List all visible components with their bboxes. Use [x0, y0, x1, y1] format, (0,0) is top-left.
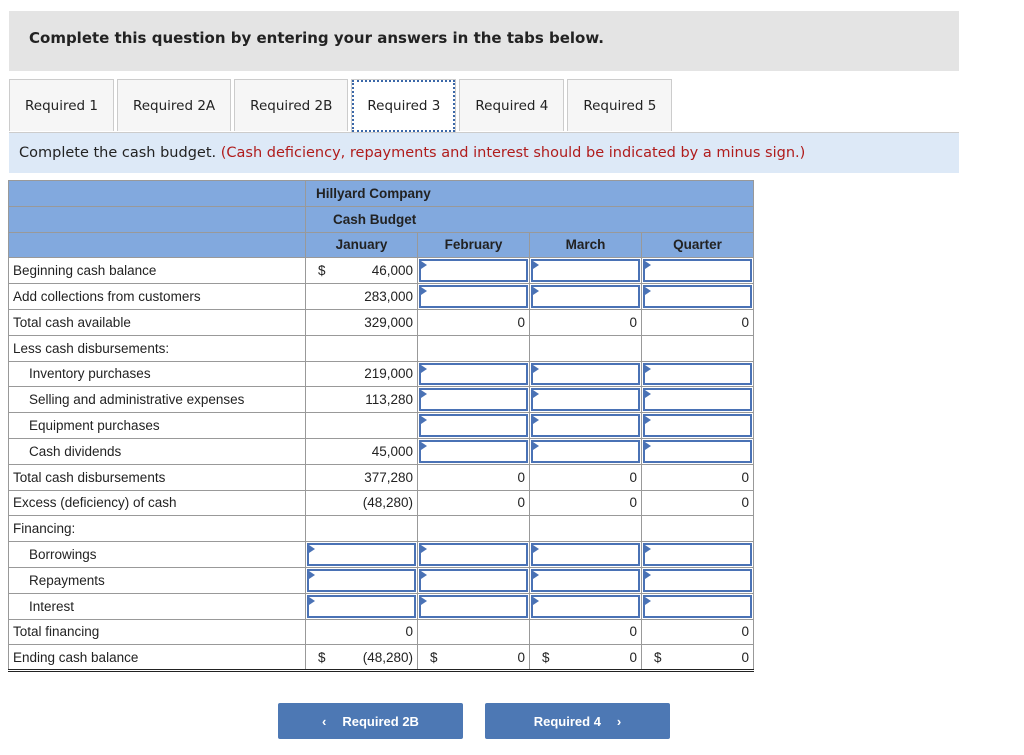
cell-february [418, 516, 530, 542]
cell-quarter [642, 464, 754, 490]
row-label: Excess (deficiency) of cash [9, 490, 306, 516]
cell-quarter [642, 438, 754, 464]
cash-budget-table [8, 180, 754, 672]
cell-february [418, 438, 530, 464]
amount-input[interactable] [531, 388, 640, 411]
column-header: January [306, 232, 418, 258]
cell-value: (48,280) [362, 649, 413, 665]
cell-march [530, 438, 642, 464]
cell-february [418, 593, 530, 619]
table-row [9, 464, 754, 490]
cell-february [418, 258, 530, 284]
cell-january [306, 516, 418, 542]
cell-value: 0 [741, 495, 749, 511]
cell-march [530, 567, 642, 593]
row-label: Beginning cash balance [9, 258, 306, 284]
cell-january [306, 464, 418, 490]
amount-input[interactable] [419, 440, 528, 463]
row-label: Interest [9, 593, 306, 619]
row-label: Inventory purchases [9, 361, 306, 387]
amount-input[interactable] [531, 363, 640, 386]
cell-february [418, 284, 530, 310]
row-label: Add collections from customers [9, 284, 306, 310]
table-title: Cash Budget [306, 206, 754, 232]
cell-value: 0 [629, 495, 637, 511]
cell-february [418, 645, 530, 671]
cell-value: 377,280 [364, 469, 413, 485]
amount-input[interactable] [643, 388, 752, 411]
table-row [9, 284, 754, 310]
row-label: Ending cash balance [9, 645, 306, 671]
instruction [9, 133, 959, 173]
table-row [9, 335, 754, 361]
chevron-left-icon: ‹ [322, 713, 327, 729]
cell-january [306, 567, 418, 593]
amount-input[interactable] [419, 285, 528, 308]
tab-bar [9, 79, 675, 132]
amount-input[interactable] [419, 595, 528, 618]
cell-march [530, 464, 642, 490]
cell-value: 0 [741, 649, 749, 665]
cell-quarter [642, 645, 754, 671]
column-header: Quarter [642, 232, 754, 258]
cell-value: 0 [517, 649, 525, 665]
cell-january [306, 593, 418, 619]
cell-value: 219,000 [364, 366, 413, 382]
amount-input[interactable] [531, 595, 640, 618]
question-banner [9, 11, 959, 71]
instruction-note: (Cash deficiency, repayments and interest should be indicated by a minus sign.) [220, 145, 806, 161]
cell-march [530, 335, 642, 361]
amount-input[interactable] [531, 259, 640, 282]
cell-january [306, 645, 418, 671]
table-row [9, 258, 754, 284]
banner-text: Complete this question by entering your answers in the tabs below. [29, 29, 604, 47]
cell-march [530, 284, 642, 310]
cell-value: 0 [629, 469, 637, 485]
amount-input[interactable] [531, 569, 640, 592]
table-row [9, 490, 754, 516]
cell-january [306, 284, 418, 310]
table-row [9, 413, 754, 439]
row-label: Less cash disbursements: [9, 335, 306, 361]
cell-february [418, 490, 530, 516]
cell-february [418, 361, 530, 387]
cell-value: 0 [517, 495, 525, 511]
prev-button-label: Required 2B [342, 713, 419, 729]
amount-input[interactable] [643, 440, 752, 463]
table-row [9, 361, 754, 387]
cell-february [418, 387, 530, 413]
cell-february [418, 464, 530, 490]
table-row [9, 619, 754, 645]
cell-january [306, 335, 418, 361]
amount-input[interactable] [419, 543, 528, 566]
cell-quarter [642, 567, 754, 593]
cell-march [530, 619, 642, 645]
prev-button[interactable] [278, 703, 463, 739]
cell-february [418, 542, 530, 568]
cell-value: (48,280) [362, 495, 413, 511]
cell-january [306, 387, 418, 413]
amount-input[interactable] [643, 569, 752, 592]
tab-required-2b[interactable]: Required 2B [234, 79, 348, 131]
cell-march [530, 258, 642, 284]
cell-january [306, 542, 418, 568]
cell-quarter [642, 593, 754, 619]
amount-input[interactable] [531, 285, 640, 308]
dollar-sign: $ [318, 263, 326, 279]
amount-input[interactable] [419, 259, 528, 282]
table-row [9, 542, 754, 568]
dollar-sign: $ [542, 649, 550, 665]
amount-input[interactable] [531, 543, 640, 566]
cell-quarter [642, 335, 754, 361]
cell-march [530, 361, 642, 387]
tab-required-2a[interactable]: Required 2A [117, 79, 231, 131]
cell-value: 0 [629, 649, 637, 665]
cell-quarter [642, 542, 754, 568]
amount-input[interactable] [307, 595, 416, 618]
table-row [9, 387, 754, 413]
amount-input[interactable] [531, 414, 640, 437]
cell-february [418, 309, 530, 335]
table-row [9, 516, 754, 542]
chevron-right-icon: › [616, 713, 622, 729]
cell-value: 0 [741, 314, 749, 330]
tab-required-5[interactable]: Required 5 [567, 79, 672, 131]
cell-value: 0 [629, 314, 637, 330]
cell-february [418, 567, 530, 593]
cell-value: 329,000 [364, 314, 413, 330]
cell-value: 0 [741, 624, 749, 640]
amount-input[interactable] [419, 363, 528, 386]
cell-march [530, 309, 642, 335]
amount-input[interactable] [419, 569, 528, 592]
dollar-sign: $ [654, 649, 662, 665]
cell-quarter [642, 387, 754, 413]
table-row [9, 567, 754, 593]
cell-january [306, 361, 418, 387]
cell-february [418, 335, 530, 361]
cell-march [530, 490, 642, 516]
row-label: Financing: [9, 516, 306, 542]
table-row [9, 438, 754, 464]
cell-value: 113,280 [365, 392, 413, 408]
amount-input[interactable] [643, 259, 752, 282]
cell-value: 0 [741, 469, 749, 485]
cell-quarter [642, 413, 754, 439]
amount-input[interactable] [531, 440, 640, 463]
row-label: Cash dividends [9, 438, 306, 464]
cell-february [418, 413, 530, 439]
cell-quarter [642, 361, 754, 387]
cell-january [306, 619, 418, 645]
next-button-label: Required 4 [533, 713, 601, 729]
amount-input[interactable] [643, 543, 752, 566]
cell-value: 0 [517, 314, 525, 330]
next-button[interactable] [485, 703, 670, 739]
amount-input[interactable] [419, 414, 528, 437]
cell-january [306, 309, 418, 335]
table-row [9, 593, 754, 619]
dollar-sign: $ [430, 649, 438, 665]
cell-quarter [642, 490, 754, 516]
cell-value: 45,000 [371, 443, 413, 459]
cell-quarter [642, 309, 754, 335]
amount-input[interactable] [643, 595, 752, 618]
cell-value: 0 [629, 624, 637, 640]
row-label: Total cash available [9, 309, 306, 335]
cell-march [530, 542, 642, 568]
amount-input[interactable] [643, 285, 752, 308]
table-row [9, 645, 754, 671]
cell-january [306, 490, 418, 516]
dollar-sign: $ [318, 649, 326, 665]
row-label: Equipment purchases [9, 413, 306, 439]
column-header: February [418, 232, 530, 258]
cell-quarter [642, 619, 754, 645]
column-header: March [530, 232, 642, 258]
tab-required-4[interactable]: Required 4 [459, 79, 564, 131]
table-row [9, 309, 754, 335]
cell-quarter [642, 284, 754, 310]
cell-march [530, 645, 642, 671]
cell-march [530, 516, 642, 542]
cell-march [530, 413, 642, 439]
cell-quarter [642, 258, 754, 284]
row-label: Total financing [9, 619, 306, 645]
amount-input[interactable] [419, 388, 528, 411]
cell-value: 46,000 [371, 263, 413, 279]
amount-input[interactable] [307, 569, 416, 592]
amount-input[interactable] [643, 363, 752, 386]
row-label: Repayments [9, 567, 306, 593]
cell-quarter [642, 516, 754, 542]
instruction-label: Complete the cash budget. [19, 145, 217, 161]
cell-january [306, 258, 418, 284]
cell-january [306, 438, 418, 464]
row-label: Selling and administrative expenses [9, 387, 306, 413]
cell-march [530, 387, 642, 413]
amount-input[interactable] [643, 414, 752, 437]
cell-value: 283,000 [364, 289, 413, 305]
cell-value: 0 [517, 469, 525, 485]
cell-march [530, 593, 642, 619]
company-name: Hillyard Company [306, 181, 754, 207]
cell-value: 0 [405, 624, 413, 640]
row-label: Borrowings [9, 542, 306, 568]
row-label: Total cash disbursements [9, 464, 306, 490]
tab-required-1[interactable]: Required 1 [9, 79, 114, 131]
cell-february [418, 619, 530, 645]
cell-january [306, 413, 418, 439]
tab-required-3[interactable]: Required 3 [351, 79, 456, 133]
amount-input[interactable] [307, 543, 416, 566]
